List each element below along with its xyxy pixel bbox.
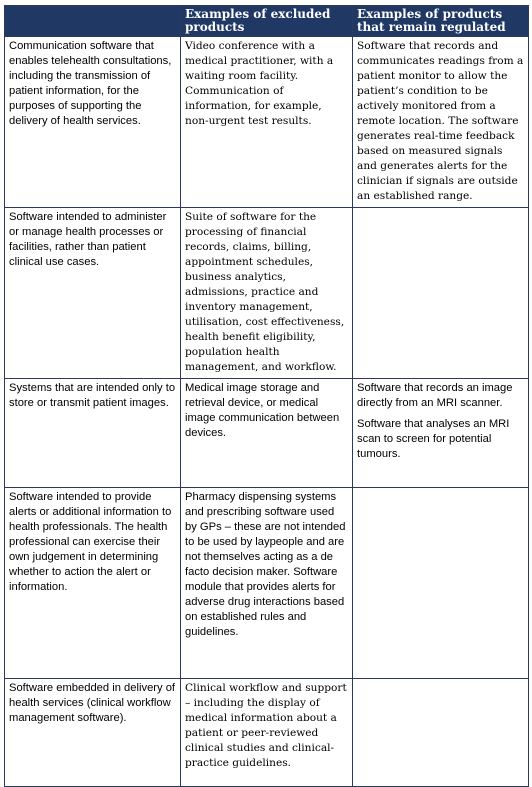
category-text: Software intended to provide alerts or additional information to health professionals. The health professional can exercise their own judgement in determining whether to action the alert or information. (9, 491, 172, 593)
table-row (5, 379, 529, 488)
table-row (5, 37, 529, 208)
category-cell (5, 679, 181, 787)
category-text: Systems that are intended only to store or transmit patient images. (9, 382, 176, 409)
table-row (5, 208, 529, 379)
table-row (5, 679, 529, 787)
header-regulated-products: Examples of products that remain regulated (353, 6, 529, 37)
excluded-cell (181, 379, 353, 488)
category-cell (5, 379, 181, 488)
category-cell (5, 208, 181, 379)
excluded-text: Video conference with a medical practitioner, with a waiting room facility. Communication of information, for example, non-urgent test results. (185, 40, 334, 127)
excluded-text: Suite of software for the processing of financial records, claims, billing, appointment schedules, business analytics, admissions, practice and inventory management, utilisation, cost effectiveness, health benefit eligibility, population health management, and workflow. (185, 211, 345, 373)
header-excluded-products: Examples of excluded products (181, 6, 353, 37)
excluded-text: Clinical workflow and support – including the display of medical information about a patient or peer-reviewed clinical studies and clinical-practice guidelines. (185, 682, 347, 769)
excluded-cell (181, 679, 353, 787)
regulated-cell (353, 679, 529, 787)
category-text: Communication software that enables telehealth consultations, including the transmission of patient information, for the purposes of supporting the delivery of health services. (9, 40, 172, 127)
regulated-cell (353, 379, 529, 488)
category-text: Software embedded in delivery of health services (clinical workflow management software). (9, 682, 176, 724)
table-row (5, 488, 529, 679)
excluded-cell (181, 208, 353, 379)
regulated-text: Software that records and communicates readings from a patient monitor to allow the patient’s condition to be actively monitored from a remote location. The software generates real-time feedback based on measured signals and generates alerts for the clinician if signals are outside an established range. (357, 40, 524, 202)
category-cell (5, 488, 181, 679)
regulated-cell (353, 37, 529, 208)
header-category-cell (5, 6, 181, 37)
excluded-text: Pharmacy dispensing systems and prescribing software used by GPs – these are not intended to be used by laypeople and are not themselves acting as a de facto decision maker. Software module that provides alerts for adverse drug interactions based on established rules and guidelines. (185, 491, 346, 638)
regulated-text: Software that analyses an MRI scan to screen for potential tumours. (357, 418, 510, 460)
category-cell (5, 37, 181, 208)
regulated-text: Software that records an image directly from an MRI scanner. (357, 382, 513, 409)
excluded-cell (181, 488, 353, 679)
regulated-cell (353, 488, 529, 679)
table-header-row (5, 6, 529, 37)
exclusion-examples-table (4, 5, 529, 787)
excluded-cell (181, 37, 353, 208)
document-page (4, 5, 529, 787)
category-text: Software intended to administer or manage health processes or facilities, rather than patient clinical use cases. (9, 211, 167, 268)
excluded-text: Medical image storage and retrieval device, or medical image communication between devices. (185, 382, 340, 439)
regulated-cell (353, 208, 529, 379)
